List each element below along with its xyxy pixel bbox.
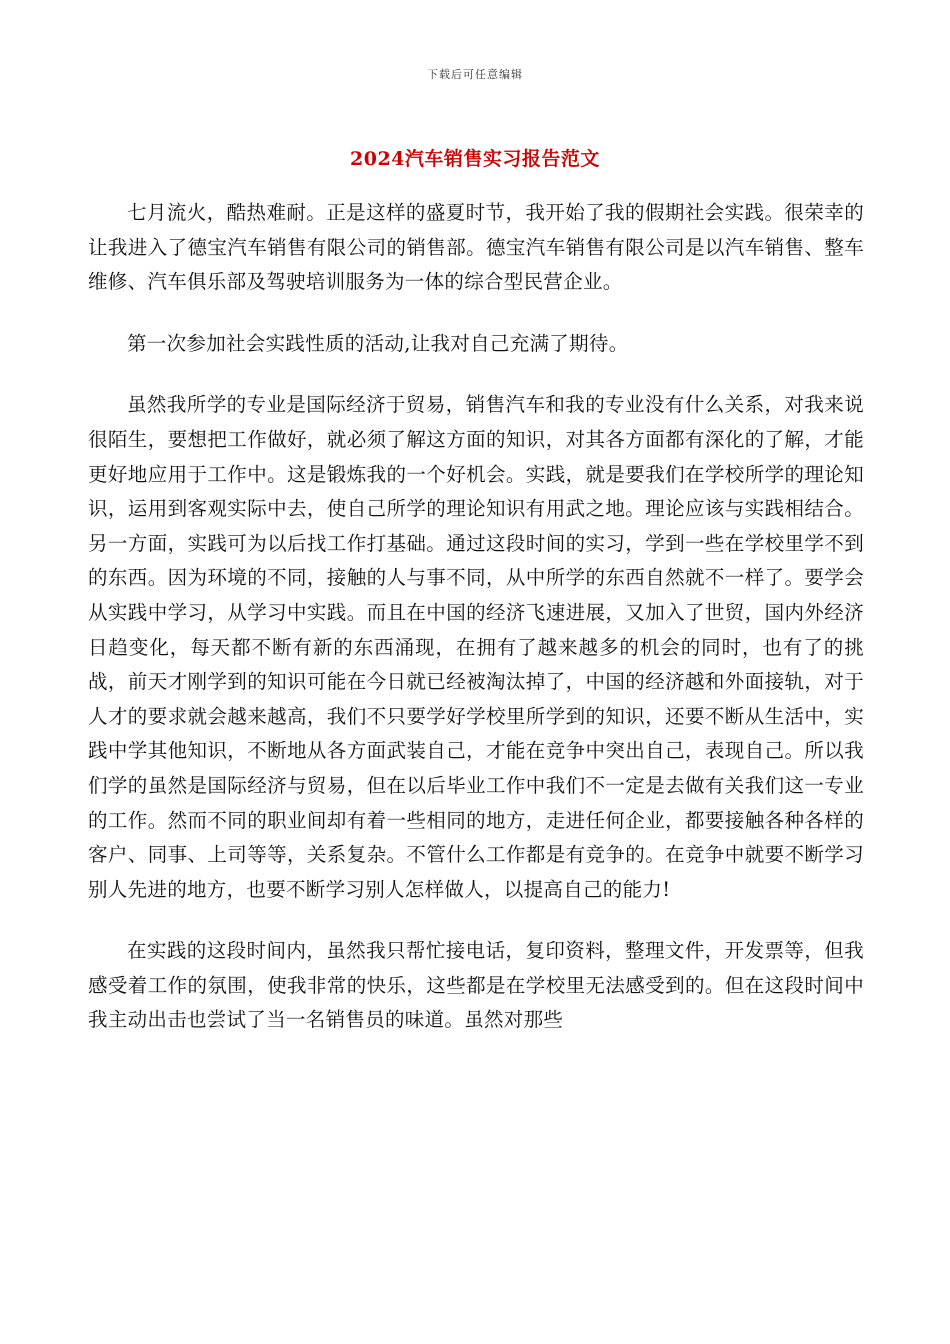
document-body bbox=[88, 196, 864, 1065]
paragraph: 虽然我所学的专业是国际经济于贸易，销售汽车和我的专业没有什么关系，对我来说很陌生，要想把工作做好，就必须了解这方面的知识，对其各方面都有深化的了解，才能更好地应用于工作中。这是锻炼我的一个好机会。实践，就是要我们在学校所学的理论知识，运用到客观实际中去，使自己所学的理论知识有用武之地。理论应该与实践相结合。另一方面，实践可为以后找工作打基础。通过这段时间的实习，学到一些在学校里学不到的东西。因为环境的不同，接触的人与事不同，从中所学的东西自然就不一样了。要学会从实践中学习，从学习中实践。而且在中国的经济飞速进展，又加入了世贸，国内外经济日趋变化，每天都不断有新的东西涌现，在拥有了越来越多的机会的同时，也有了的挑战，前天才刚学到的知识可能在今日就已经被淘汰掉了，中国的经济越和外面接轨，对于人才的要求就会越来越高，我们不只要学好学校里所学到的知识，还要不断从生活中，实践中学其他知识，不断地从各方面武装自己，才能在竞争中突出自己，表现自己。所以我们学的虽然是国际经济与贸易，但在以后毕业工作中我们不一定是去做有关我们这一专业的工作。然而不同的职业间却有着一些相同的地方，走进任何企业，都要接触各种各样的客户、同事、上司等等，关系复杂。不管什么工作都是有竞争的。在竞争中就要不断学习别人先进的地方，也要不断学习别人怎样做人，以提高自己的能力! bbox=[88, 393, 864, 901]
paragraph: 七月流火，酷热难耐。正是这样的盛夏时节，我开始了我的假期社会实践。很荣幸的让我进入了德宝汽车销售有限公司的销售部。德宝汽车销售有限公司是以汽车销售、整车维修、汽车俱乐部及驾驶培训服务为一体的综合型民营企业。 bbox=[88, 201, 864, 294]
paragraph: 在实践的这段时间内，虽然我只帮忙接电话，复印资料，整理文件，开发票等，但我感受着工作的氛围，使我非常的快乐，这些都是在学校里无法感受到的。但在这段时间中我主动出击也尝试了当一名销售员的味道。虽然对那些 bbox=[88, 939, 864, 1032]
document-title: 2024汽车销售实习报告范文 bbox=[350, 148, 600, 170]
header-note: 下载后可任意编辑 bbox=[427, 68, 523, 81]
paragraph: 第一次参加社会实践性质的活动,让我对自己充满了期待。 bbox=[127, 331, 629, 355]
